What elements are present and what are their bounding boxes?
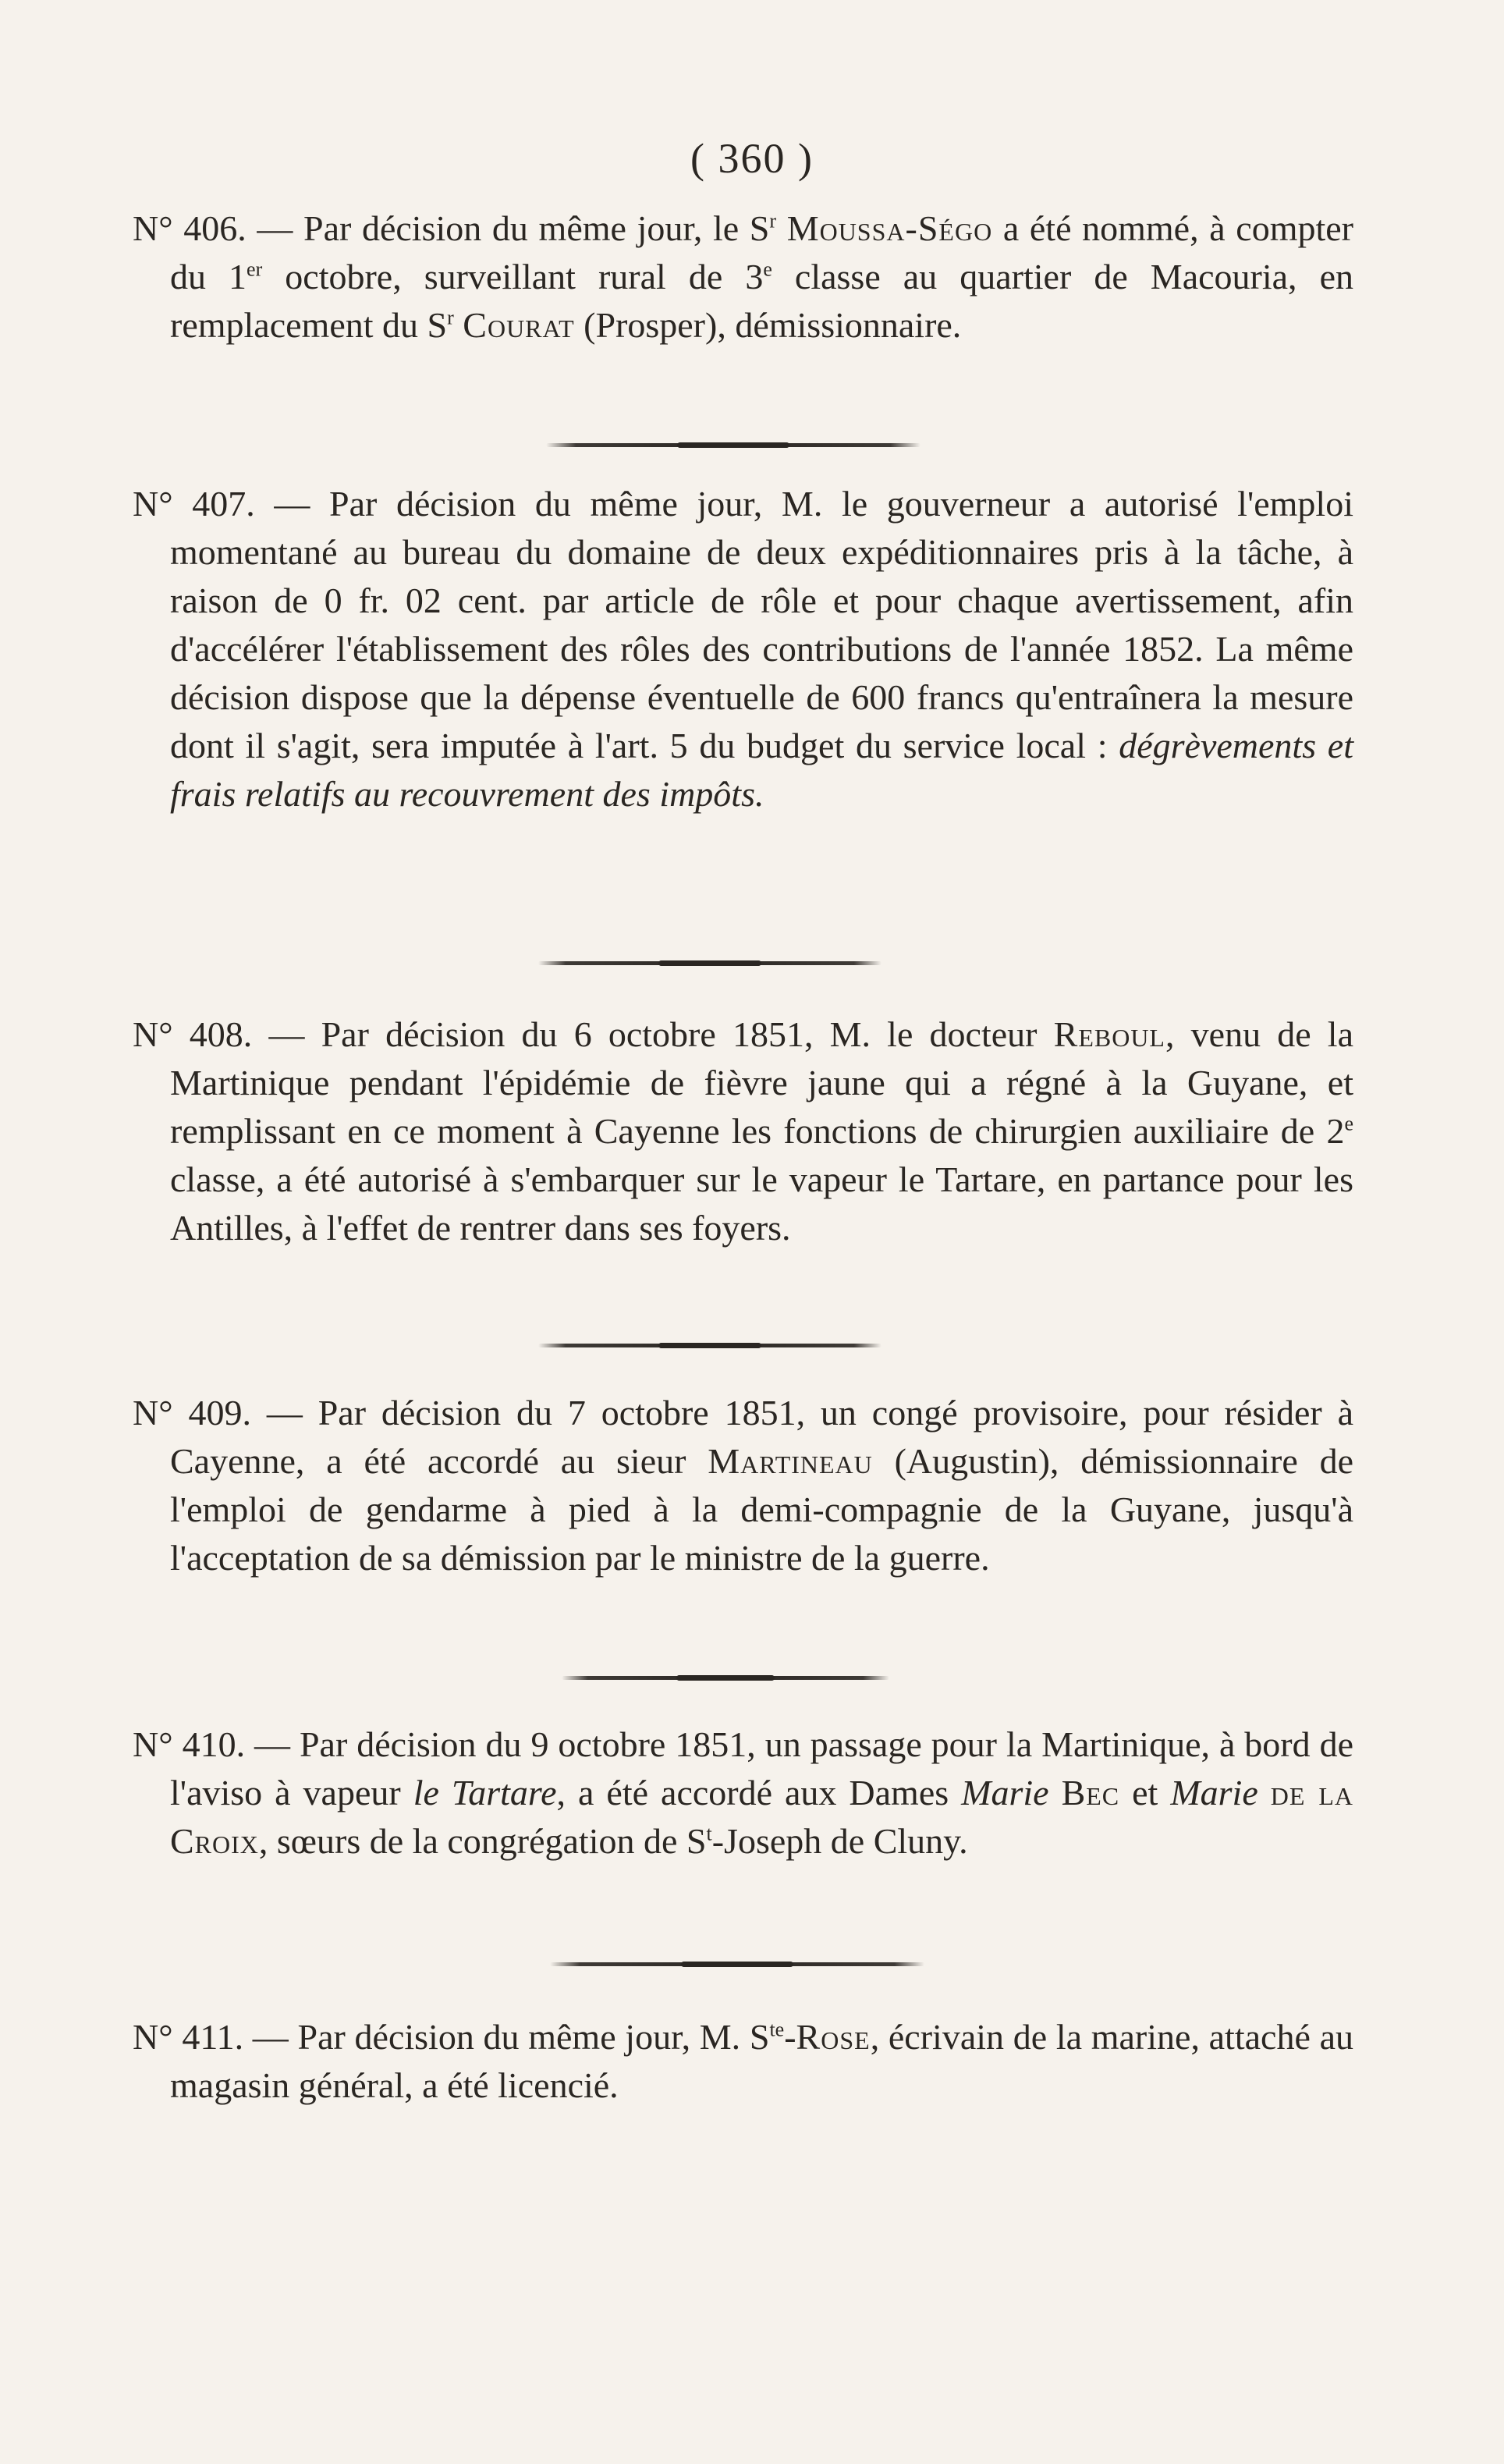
person-name: Rose bbox=[796, 2017, 871, 2057]
superscript: t bbox=[706, 1822, 712, 1845]
person-name: Bec bbox=[1061, 1773, 1120, 1812]
entry-text-segment: et bbox=[1119, 1773, 1171, 1812]
superscript: er bbox=[247, 257, 263, 281]
entry-text-segment bbox=[454, 305, 463, 345]
entry-410 bbox=[133, 1720, 1353, 1866]
superscript: e bbox=[763, 257, 772, 281]
section-divider bbox=[562, 1676, 889, 1680]
entry-406-text bbox=[133, 204, 1353, 350]
entry-407 bbox=[133, 480, 1353, 818]
entry-text-segment: - bbox=[784, 2017, 796, 2057]
entry-text-segment: — Par décision du 6 octobre 1851, M. le docteur bbox=[252, 1014, 1054, 1054]
italic-text: le Tartare bbox=[413, 1773, 557, 1812]
entry-410-text bbox=[133, 1720, 1353, 1866]
superscript: e bbox=[1344, 1112, 1353, 1135]
entry-text-segment: a été nommé, à compter du 1 bbox=[170, 208, 1353, 296]
entry-409 bbox=[133, 1389, 1353, 1582]
entry-408-text bbox=[133, 1010, 1353, 1252]
entry-number: N° 406. bbox=[133, 208, 247, 248]
entry-text-segment: — Par décision du même jour, M. S bbox=[243, 2017, 770, 2057]
entry-text-segment: , venu de la Martinique pendant l'épidémie de fièvre jaune qui a régné à la Guyane, et remplissant en ce moment à Cayenne les fonctions de chirurgien auxiliaire de 2 bbox=[170, 1014, 1354, 1151]
superscript: r bbox=[447, 306, 454, 329]
entry-text-segment: -Joseph de Cluny. bbox=[711, 1821, 968, 1861]
person-name: Martineau bbox=[708, 1441, 873, 1481]
entry-text-segment: , sœurs de la congrégation de S bbox=[258, 1821, 707, 1861]
superscript: r bbox=[769, 209, 777, 233]
page-number: ( 360 ) bbox=[690, 135, 814, 182]
entry-406 bbox=[133, 204, 1353, 350]
section-divider bbox=[546, 443, 920, 447]
entry-408 bbox=[133, 1010, 1353, 1252]
section-divider bbox=[538, 961, 881, 965]
italic-text: Marie bbox=[961, 1773, 1049, 1812]
person-name: de la Croix bbox=[170, 1773, 1354, 1861]
italic-text: Marie bbox=[1170, 1773, 1258, 1812]
entry-text-segment: (Augustin), démissionnaire de l'emploi de gendarme à pied à la demi-compagnie de la Guyane, jusqu'à l'acceptation de sa démission par le ministre de la guerre. bbox=[170, 1441, 1353, 1578]
entry-text-segment: , écrivain de la marine, attaché au magasin général, a été licencié. bbox=[170, 2017, 1353, 2105]
entry-number: N° 410. bbox=[133, 1724, 246, 1764]
entry-text-segment: octobre, surveillant rural de 3 bbox=[262, 257, 764, 296]
entry-411 bbox=[133, 2013, 1353, 2110]
entry-text-segment: — Par décision du 7 octobre 1851, un congé provisoire, pour résider à Cayenne, a été accordé au sieur bbox=[170, 1393, 1353, 1481]
entry-text-segment bbox=[1049, 1773, 1062, 1812]
person-name: Reboul bbox=[1053, 1014, 1165, 1054]
entry-number: N° 407. bbox=[133, 484, 255, 524]
entry-text-segment bbox=[1258, 1773, 1271, 1812]
entry-text-segment: classe au quartier de Macouria, en remplacement du S bbox=[170, 257, 1353, 345]
entry-number: N° 409. bbox=[133, 1393, 251, 1433]
entry-text-segment: (Prosper), démissionnaire. bbox=[574, 305, 962, 345]
entry-text-segment: — Par décision du même jour, le S bbox=[246, 208, 770, 248]
entry-text-segment bbox=[776, 208, 787, 248]
entry-text-segment: — Par décision du même jour, M. le gouverneur a autorisé l'emploi momentané au bureau du domaine de deux expéditionnaires pris à la tâche, à raison de 0 fr. 02 cent. par article de rôle et pour chaque avertissement, afin d'accélérer l'établissement des rôles des contributions de l'année 1852. La même décision dispose que la dépense éventuelle de 600 francs qu'entraînera la mesure dont il s'agit, sera imputée à l'art. 5 du budget du service local : bbox=[170, 484, 1353, 765]
entry-text-segment: , a été accordé aux Dames bbox=[556, 1773, 962, 1812]
entry-407-text bbox=[133, 480, 1353, 818]
section-divider bbox=[538, 1344, 881, 1347]
entry-text-segment: classe, a été autorisé à s'embarquer sur le vapeur le Tartare, en partance pour les Antilles, à l'effet de rentrer dans ses foyers. bbox=[170, 1159, 1353, 1248]
entry-409-text bbox=[133, 1389, 1353, 1582]
italic-text: dégrèvements et frais relatifs au recouvrement des impôts. bbox=[170, 726, 1353, 814]
entry-411-text bbox=[133, 2013, 1353, 2110]
person-name: Courat bbox=[463, 305, 575, 345]
entry-text-segment: — Par décision du 9 octobre 1851, un passage pour la Martinique, à bord de l'aviso à vapeur bbox=[170, 1724, 1353, 1812]
entry-number: N° 411. bbox=[133, 2017, 244, 2057]
person-name: Moussa-Ségo bbox=[786, 208, 993, 248]
superscript: te bbox=[769, 2018, 785, 2041]
entry-number: N° 408. bbox=[133, 1014, 253, 1054]
section-divider bbox=[550, 1962, 924, 1966]
